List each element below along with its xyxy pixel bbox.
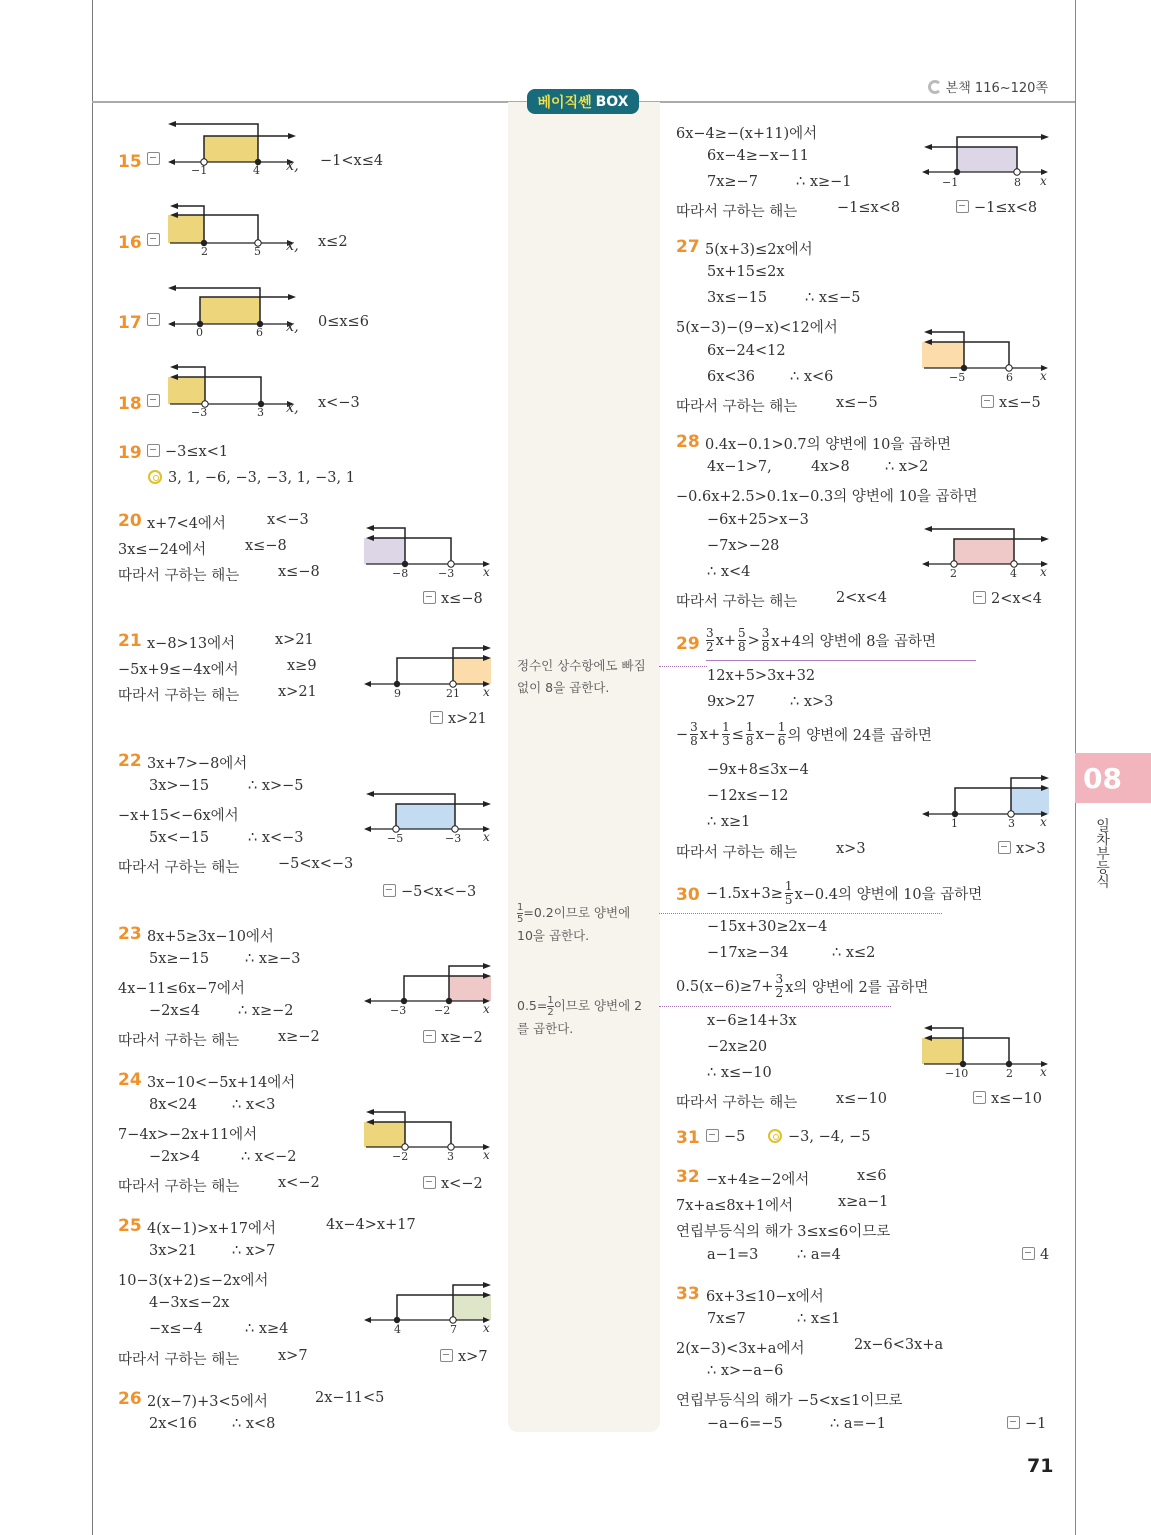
problem-number: 29: [676, 634, 700, 654]
problem-number: 23: [118, 924, 142, 944]
answer-mark-icon: [956, 200, 969, 213]
problem-number: 17: [118, 313, 142, 333]
problem-29-equation-1: 3 2 x+ $\frac{5}{8}$ > 3 8 x+4의 양변에 8을 곱하면: [706, 626, 937, 654]
problem-number: 18: [118, 394, 142, 414]
target-icon: [148, 470, 162, 484]
problem-number: 30: [676, 885, 700, 905]
answer-mark-icon: [147, 444, 160, 457]
note-connector: [659, 913, 942, 914]
number-line-22: [364, 789, 494, 843]
problem-number: 20: [118, 511, 142, 531]
answer-mark-icon: [147, 394, 160, 407]
answer-mark-icon: [973, 591, 986, 604]
chapter-tab: 08: [1075, 753, 1151, 803]
answer-mark-icon: [1007, 1416, 1020, 1429]
number-line-30: [922, 1024, 1052, 1078]
textbook-reference: 본책 116~120쪽: [928, 77, 1048, 96]
number-line-21: [364, 644, 494, 698]
number-line-29: [922, 774, 1052, 828]
problem-number: 28: [676, 432, 700, 452]
answer-mark-icon: [430, 711, 443, 724]
number-line-27: [922, 328, 1052, 382]
number-line-18: [168, 363, 308, 427]
problem-number: 16: [118, 233, 142, 253]
side-note-29: 정수인 상수항에도 빠짐 없이 8을 곱한다.: [517, 658, 646, 695]
number-line-17: [168, 282, 308, 346]
side-note-30b: 0.5= $\frac{1}{2}$ 이므로 양변에 2 를 곱한다.: [517, 995, 643, 1036]
problem-30-equation-2: 0.5(x−6)≥7+ $\frac{3}{2}$ x의 양변에 2를 곱하면: [676, 972, 929, 1000]
number-line-15: [168, 120, 308, 184]
answer-mark-icon: [1022, 1247, 1035, 1260]
answer-mark-icon: [147, 152, 160, 165]
problem-30-equation-1: −1.5x+3≥ $\frac{1}{5}$ x−0.4의 양변에 10을 곱하면: [706, 879, 983, 907]
note-connector: [659, 1006, 891, 1007]
problem-number: 24: [118, 1070, 142, 1090]
chapter-title: 일차부등식: [1094, 818, 1110, 888]
side-notes-panel: [508, 102, 660, 1432]
problem-number: 25: [118, 1216, 142, 1236]
number-line-20: [364, 524, 494, 578]
page-left-border: [92, 0, 93, 1535]
answer-mark-icon: [423, 1030, 436, 1043]
problem-number: 15: [118, 152, 142, 172]
answer-mark-icon: [147, 313, 160, 326]
basic-box-badge: 베이직쎈 BOX: [527, 89, 639, 114]
side-note-30a: $\frac{1}{5}$ =0.2이므로 양변에 10을 곱한다.: [517, 902, 631, 943]
answer-mark-icon: [981, 395, 994, 408]
problem-29-equation-2: − $\frac{3}{8}$ x+ $\frac{1}{3}$ ≤ $\frac{1}{8}$ x− $\frac{1}{6}$ 의 양변에 24를 곱하면: [676, 720, 932, 748]
problem-number: 19: [118, 443, 142, 463]
emphasis-underline: [706, 660, 976, 661]
target-icon: [768, 1129, 782, 1143]
answer-mark-icon: [423, 591, 436, 604]
problem-number: 21: [118, 631, 142, 651]
note-connector: [659, 666, 707, 667]
number-line-28: [922, 524, 1052, 578]
problem-number: 26: [118, 1389, 142, 1409]
answer-mark-icon: [383, 884, 396, 897]
refresh-arrow-icon: [928, 80, 942, 94]
answer-mark-icon: [706, 1129, 719, 1142]
problem-number: 33: [676, 1284, 700, 1304]
problem-number: 31: [676, 1128, 700, 1148]
page-number: 71: [1027, 1455, 1054, 1477]
answer-mark-icon: [998, 841, 1011, 854]
problem-number: 32: [676, 1167, 700, 1187]
problem-number: 22: [118, 751, 142, 771]
number-line-24: [364, 1107, 494, 1161]
number-line-23: [364, 961, 494, 1015]
number-line-16: [168, 202, 308, 266]
answer-mark-icon: [147, 233, 160, 246]
answer-mark-icon: [423, 1176, 436, 1189]
answer-mark-icon: [440, 1349, 453, 1362]
problem-number: 27: [676, 237, 700, 257]
number-line-25: [364, 1280, 494, 1334]
answer-mark-icon: [973, 1091, 986, 1104]
